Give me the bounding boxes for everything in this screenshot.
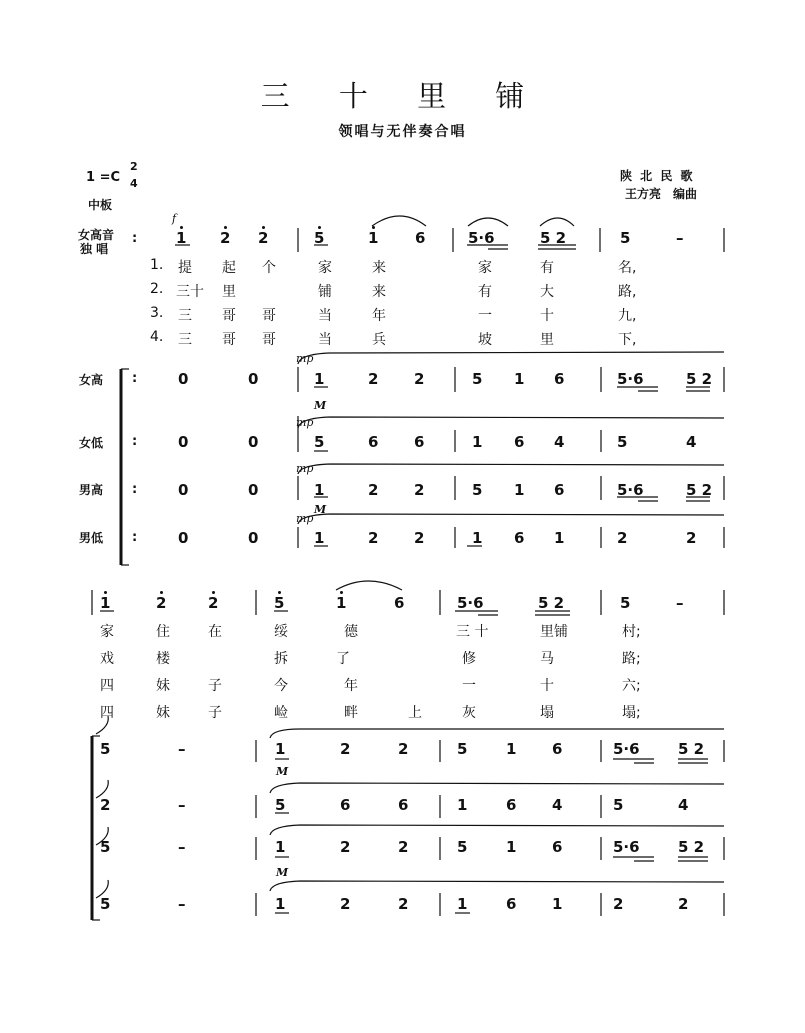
solo-label-2: 独 唱 — [80, 242, 109, 256]
dynamic-mezzo-piano: mp — [296, 416, 314, 429]
lyric-syllable: 坡 — [478, 332, 492, 348]
lyric-syllable: 家 — [478, 260, 492, 276]
lyric-syllable: 子 — [208, 705, 222, 721]
dynamic-mezzo-piano: mp — [296, 462, 314, 475]
page-subtitle: 领唱与无伴奏合唱 — [338, 124, 467, 140]
bass-note: 5 — [100, 895, 111, 913]
lyric-syllable: 当 — [318, 332, 332, 348]
alto-note: 5 — [314, 433, 325, 451]
voice-label-tenor: 男高 — [79, 483, 104, 497]
bass-note: 1 — [472, 529, 483, 547]
lyric-syllable: 塌 — [540, 705, 554, 721]
solo-note: 1 — [100, 594, 111, 612]
tenor-note: 2 — [398, 838, 409, 856]
tenor-note: 1 — [314, 481, 325, 499]
repeat-colon: : — [132, 530, 138, 545]
lyric-syllable: 十 — [540, 308, 554, 324]
alto-note: 6 — [506, 796, 517, 814]
lyric-syllable: 住 — [156, 624, 170, 640]
lyric-syllable: 铺 — [318, 284, 332, 300]
lyric-syllable: 九, — [618, 308, 637, 324]
octave-dot — [318, 226, 321, 229]
alto-note: 6 — [368, 433, 379, 451]
dynamic-mezzo-piano: mp — [296, 512, 314, 525]
time-signature-bottom: 4 — [130, 177, 138, 190]
bass-note: 1 — [314, 529, 325, 547]
soprano-note: 5 — [100, 740, 111, 758]
marcato-marking: M — [276, 765, 289, 778]
soprano-note: 1 — [514, 370, 525, 388]
lyric-syllable: 畔 — [344, 705, 358, 721]
lyric-syllable: 哥 — [222, 332, 236, 348]
solo-note: – — [676, 594, 684, 612]
solo-note: 1 — [368, 229, 379, 247]
tenor-note: 6 — [552, 838, 563, 856]
lyric-syllable: 灰 — [462, 705, 476, 721]
tenor-note: 2 — [340, 838, 351, 856]
tenor-note: 5·6 — [617, 481, 644, 499]
soprano-note: 1 — [275, 740, 286, 758]
tenor-note: 5 — [100, 838, 111, 856]
octave-dot — [224, 226, 227, 229]
alto-note: 5 — [613, 796, 624, 814]
alto-note: 6 — [414, 433, 425, 451]
lyric-syllable: 哥 — [262, 332, 276, 348]
soprano-note: 0 — [248, 370, 259, 388]
lyric-syllable: 有 — [478, 284, 492, 300]
soprano-note: 1 — [314, 370, 325, 388]
lyric-syllable: 上 — [408, 705, 422, 721]
alto-note: 4 — [686, 433, 697, 451]
time-signature-top: 2 — [130, 160, 138, 173]
voice-label-alto: 女低 — [79, 436, 104, 450]
soprano-note: 1 — [506, 740, 517, 758]
soprano-note: 2 — [368, 370, 379, 388]
bass-note: 2 — [686, 529, 697, 547]
lyric-syllable: 路; — [622, 651, 641, 667]
repeat-colon: : — [132, 434, 138, 449]
soprano-note: 6 — [552, 740, 563, 758]
lyric-syllable: 起 — [222, 260, 236, 276]
alto-note: – — [178, 796, 186, 814]
tenor-note: 1 — [275, 838, 286, 856]
soprano-note: 5 — [457, 740, 468, 758]
solo-note: 5·6 — [468, 229, 495, 247]
octave-dot — [278, 591, 281, 594]
solo-note: 2 — [208, 594, 219, 612]
marcato-marking: M — [314, 503, 327, 516]
soprano-note: 5 2 — [686, 370, 713, 388]
lyric-syllable: 一 — [478, 308, 492, 324]
lyric-syllable: 年 — [372, 308, 386, 324]
octave-dot — [160, 591, 163, 594]
lyric-syllable: 大 — [540, 284, 554, 300]
bass-note: 0 — [178, 529, 189, 547]
solo-note: 1 — [176, 229, 187, 247]
soprano-note: 5·6 — [613, 740, 640, 758]
soprano-note: 0 — [178, 370, 189, 388]
alto-note: 4 — [678, 796, 689, 814]
lyric-syllable: 村; — [622, 624, 641, 640]
lyric-syllable: 妹 — [156, 678, 170, 694]
bass-note: 1 — [275, 895, 286, 913]
octave-dot — [180, 226, 183, 229]
tenor-note: 0 — [248, 481, 259, 499]
bass-note: 0 — [248, 529, 259, 547]
solo-note: 5 — [274, 594, 285, 612]
lyric-syllable: 家 — [100, 624, 114, 640]
lyric-syllable: 2. — [150, 281, 164, 297]
tenor-note: – — [178, 838, 186, 856]
soprano-note: 5 — [472, 370, 483, 388]
arranger-credit: 王方亮 编曲 — [625, 187, 698, 201]
lyric-syllable: 哥 — [222, 308, 236, 324]
tenor-note: 1 — [514, 481, 525, 499]
lyric-syllable: 三十 — [176, 284, 204, 300]
lyric-syllable: 提 — [178, 260, 192, 276]
soprano-note: 2 — [414, 370, 425, 388]
lyric-syllable: 四 — [100, 678, 114, 694]
soprano-note: 2 — [340, 740, 351, 758]
octave-dot — [340, 591, 343, 594]
octave-dot — [372, 226, 375, 229]
soprano-note: 5 2 — [678, 740, 705, 758]
soprano-note: 2 — [398, 740, 409, 758]
lyric-syllable: 子 — [208, 678, 222, 694]
bass-note: 6 — [514, 529, 525, 547]
lyric-syllable: 里铺 — [540, 624, 568, 640]
lyric-syllable: 下, — [618, 332, 637, 348]
alto-note: 0 — [178, 433, 189, 451]
lyric-syllable: 戏 — [100, 651, 114, 667]
lyric-syllable: 今 — [274, 678, 288, 694]
lyric-syllable: 里 — [540, 332, 554, 348]
alto-note: 4 — [554, 433, 565, 451]
bass-note: 2 — [340, 895, 351, 913]
tenor-note: 0 — [178, 481, 189, 499]
lyric-syllable: 三 — [178, 332, 192, 348]
lyric-syllable: 一 — [462, 678, 476, 694]
alto-note: 6 — [398, 796, 409, 814]
alto-note: 1 — [472, 433, 483, 451]
solo-note: 5·6 — [457, 594, 484, 612]
solo-label: 女高音 — [78, 228, 115, 242]
solo-note: 5 2 — [538, 594, 565, 612]
alto-note: 2 — [100, 796, 111, 814]
tenor-note: 5·6 — [613, 838, 640, 856]
bass-note: 2 — [613, 895, 624, 913]
tenor-note: 1 — [506, 838, 517, 856]
page-title: 三 十 里 铺 — [260, 79, 545, 113]
lyric-syllable: 来 — [372, 284, 386, 300]
lyric-syllable: 里 — [222, 284, 236, 300]
origin-credit: 陕 北 民 歌 — [620, 169, 695, 183]
tenor-note: 5 2 — [678, 838, 705, 856]
lyric-syllable: 名, — [618, 260, 637, 276]
lyric-syllable: 拆 — [274, 651, 288, 667]
tenor-note: 2 — [414, 481, 425, 499]
dynamic-mezzo-piano: mp — [296, 352, 314, 365]
voice-label-bass: 男低 — [79, 531, 104, 545]
tenor-note: 5 — [472, 481, 483, 499]
lyric-syllable: 哥 — [262, 308, 276, 324]
bass-note: – — [178, 895, 186, 913]
octave-dot — [104, 591, 107, 594]
lyric-syllable: 来 — [372, 260, 386, 276]
tenor-note: 2 — [368, 481, 379, 499]
solo-note: 5 — [620, 229, 631, 247]
bass-note: 6 — [506, 895, 517, 913]
solo-note: – — [676, 229, 684, 247]
lyric-syllable: 了 — [336, 651, 350, 667]
bass-note: 2 — [368, 529, 379, 547]
alto-note: 6 — [514, 433, 525, 451]
lyric-syllable: 路, — [618, 284, 637, 300]
lyric-syllable: 个 — [262, 260, 276, 276]
tempo-marking: 中板 — [88, 198, 113, 212]
lyric-syllable: 楼 — [156, 651, 170, 667]
lyric-syllable: 年 — [344, 678, 358, 694]
alto-note: 6 — [340, 796, 351, 814]
lyric-syllable: 有 — [540, 260, 554, 276]
lyric-syllable: 四 — [100, 705, 114, 721]
bass-note: 2 — [617, 529, 628, 547]
tenor-note: 6 — [554, 481, 565, 499]
soprano-note: 5·6 — [617, 370, 644, 388]
lyric-syllable: 当 — [318, 308, 332, 324]
soprano-note: 6 — [554, 370, 565, 388]
solo-note: 5 2 — [540, 229, 567, 247]
solo-note: 6 — [415, 229, 426, 247]
solo-note: 2 — [258, 229, 269, 247]
bass-note: 2 — [398, 895, 409, 913]
lyric-syllable: 妹 — [156, 705, 170, 721]
repeat-colon: : — [132, 371, 138, 386]
lyric-syllable: 崄 — [274, 705, 288, 721]
lyric-syllable: 在 — [208, 624, 222, 640]
solo-note: 1 — [336, 594, 347, 612]
octave-dot — [212, 591, 215, 594]
bass-note: 1 — [554, 529, 565, 547]
tenor-note: 5 — [457, 838, 468, 856]
bass-note: 1 — [552, 895, 563, 913]
solo-note: 2 — [220, 229, 231, 247]
lyric-syllable: 塌; — [622, 705, 641, 721]
lyric-syllable: 4. — [150, 329, 164, 345]
octave-dot — [262, 226, 265, 229]
lyric-syllable: 3. — [150, 305, 164, 321]
bass-note: 1 — [457, 895, 468, 913]
solo-note: 2 — [156, 594, 167, 612]
bass-note: 2 — [414, 529, 425, 547]
lyric-syllable: 十 — [540, 678, 554, 694]
solo-note: 5 — [620, 594, 631, 612]
lyric-syllable: 绥 — [274, 624, 288, 640]
lyric-syllable: 兵 — [372, 332, 386, 348]
dynamic-forte: f — [172, 212, 177, 225]
tenor-note: 5 2 — [686, 481, 713, 499]
voice-label-soprano: 女高 — [79, 373, 104, 387]
alto-note: 5 — [617, 433, 628, 451]
lyric-syllable: 1. — [150, 257, 164, 273]
repeat-colon: : — [132, 482, 138, 497]
lyric-syllable: 马 — [540, 651, 554, 667]
lyric-syllable: 家 — [318, 260, 332, 276]
alto-note: 5 — [275, 796, 286, 814]
lyric-syllable: 三 十 — [456, 624, 489, 640]
repeat-colon: : — [132, 231, 138, 246]
alto-note: 1 — [457, 796, 468, 814]
lyric-syllable: 德 — [344, 624, 358, 640]
marcato-marking: M — [314, 399, 327, 412]
soprano-note: – — [178, 740, 186, 758]
lyric-syllable: 三 — [178, 308, 192, 324]
alto-note: 4 — [552, 796, 563, 814]
lyric-syllable: 六; — [622, 678, 641, 694]
marcato-marking: M — [276, 866, 289, 879]
key-signature: 1 =C — [86, 170, 121, 185]
solo-note: 6 — [394, 594, 405, 612]
bass-note: 2 — [678, 895, 689, 913]
solo-note: 5 — [314, 229, 325, 247]
alto-note: 0 — [248, 433, 259, 451]
lyric-syllable: 修 — [462, 651, 476, 667]
